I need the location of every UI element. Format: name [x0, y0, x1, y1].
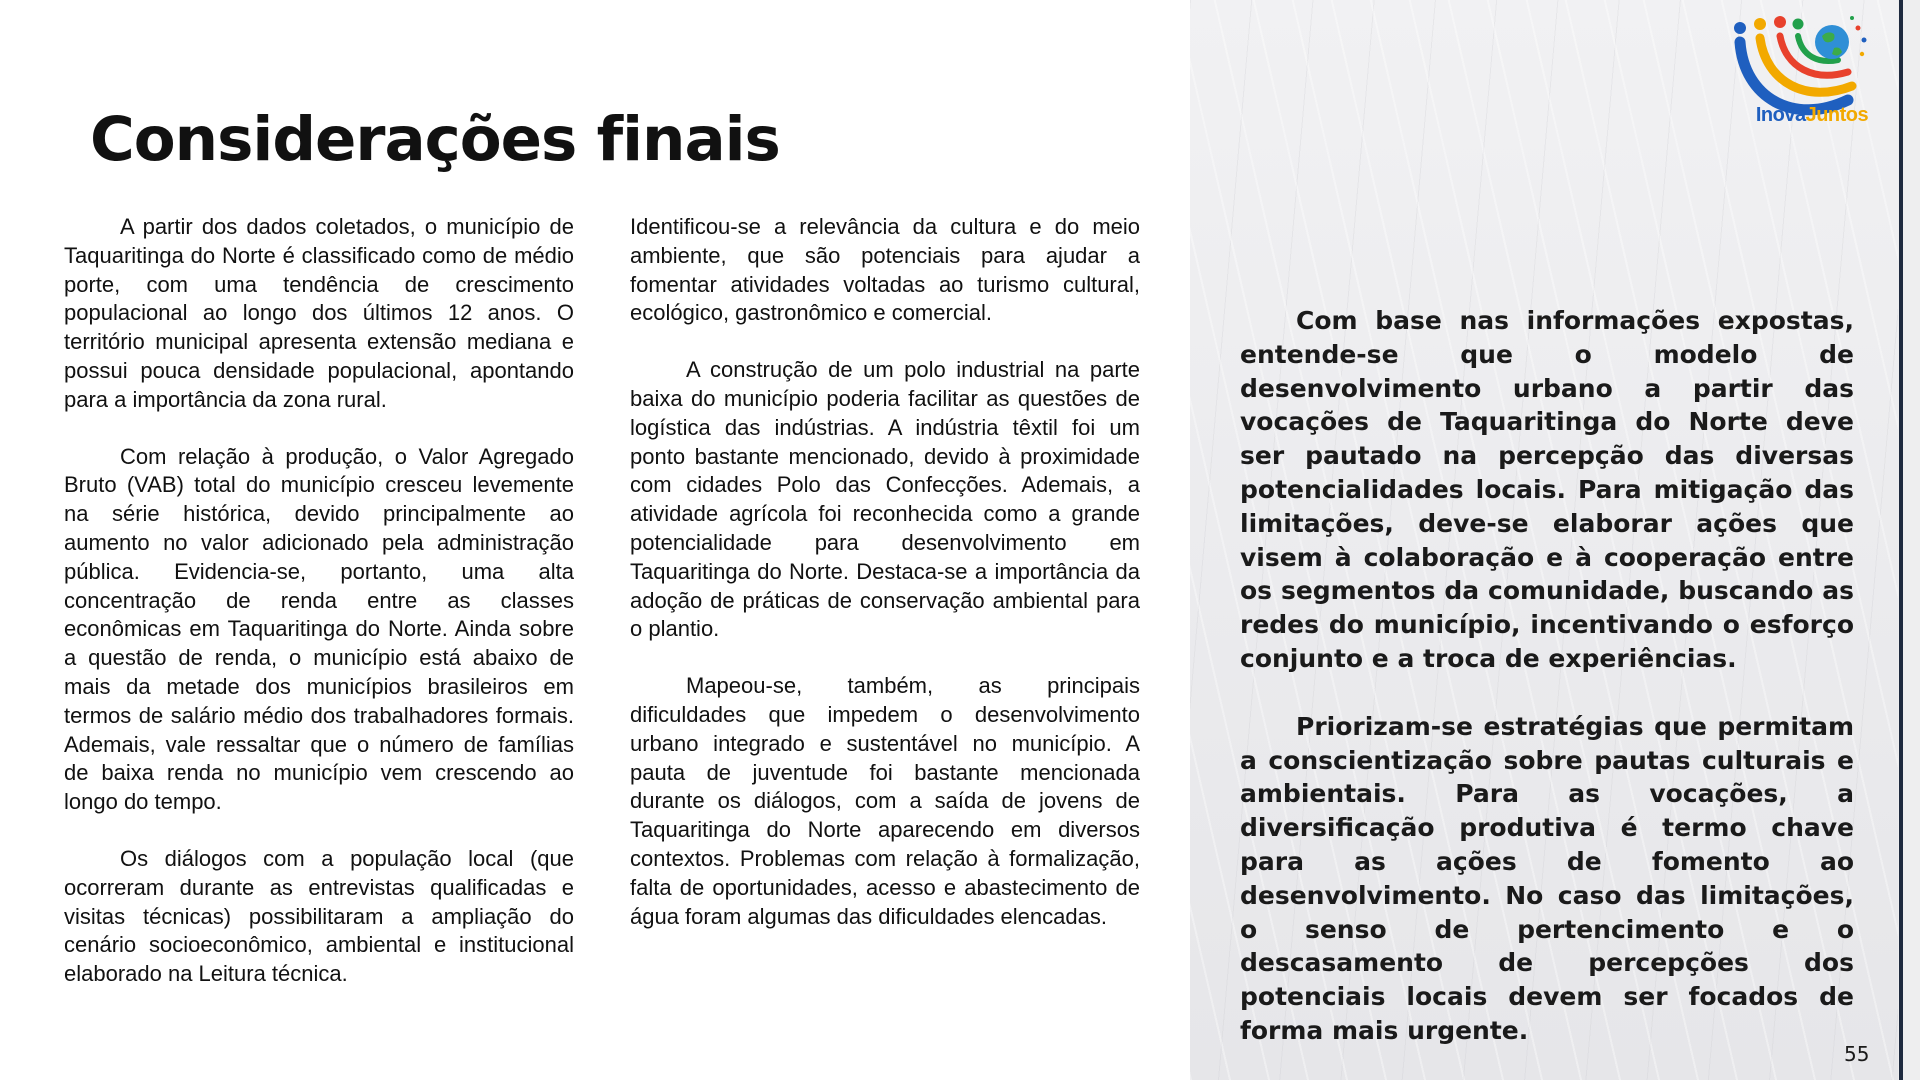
logo-wordmark — [1738, 104, 1886, 127]
page-number: 55 — [1844, 1042, 1870, 1066]
text-column-middle — [630, 213, 1140, 959]
logo-text-part1: Inova — [1755, 104, 1806, 126]
page-title: Considerações finais — [90, 104, 780, 175]
text-column-left — [64, 213, 574, 1017]
summary-text — [1240, 304, 1854, 1082]
paragraph: Com relação à produção, o Valor Agregado Bruto (VAB) total do município cresceu levemente na série histórica, devido principalmente ao aumento no valor adicionado pela administração pública. Evidencia-se, portanto, uma alta concentração de renda entre as classes econômicas em Taquaritinga do Norte. Ainda sobre a questão de renda, o município está abaixo de mais da metade dos municípios brasileiros em termos de salário médio dos trabalhadores formais. Ademais, vale ressaltar que o número de famílias de baixa renda no município vem crescendo ao longo do tempo. — [64, 443, 574, 815]
logo-text-part2: Juntos — [1805, 104, 1869, 126]
paragraph: A construção de um polo industrial na parte baixa do município poderia facilitar as questões de logística das indústrias. A indústria têxtil foi um ponto bastante mencionado, devido à proximidade com cidades Polo das Confecções. Ademais, a atividade agrícola foi reconhecida como a grande potencialidade para desenvolvimento em Taquaritinga do Norte. Destaca-se a importância da adoção de práticas de conservação ambiental para o plantio. — [630, 357, 1140, 642]
edge-divider — [1899, 0, 1903, 1080]
summary-paragraph: Priorizam-se estratégias que permitam a conscientização sobre pautas culturais e ambientais. Para as vocações, a diversificação produtiva é termo chave para as ações de fomento ao desenvolvimento. No caso das limitações, o senso de pertencimento e o descasamento de percepções dos potenciais locais devem ser focados de forma mais urgente. — [1240, 711, 1854, 1045]
paragraph: Mapeou-se, também, as principais dificuldades que impedem o desenvolvimento urbano integrado e sustentável no município. A pauta de juventude foi bastante mencionada durante os diálogos, com a saída de jovens de Taquaritinga do Norte aparecendo em diversos contextos. Problemas com relação à formalização, falta de oportunidades, acesso e abastecimento de água foram algumas das dificuldades elencadas. — [630, 673, 1140, 929]
paragraph: Identificou-se a relevância da cultura e do meio ambiente, que são potenciais para ajudar a fomentar atividades voltadas ao turismo cultural, ecológico, gastronômico e comercial. — [630, 214, 1140, 326]
paragraph: A partir dos dados coletados, o município de Taquaritinga do Norte é classificado como de médio porte, com uma tendência de crescimento populacional ao longo dos últimos 12 anos. O território municipal apresenta extensão mediana e possui pouca densidade populacional, apontando para a importância da zona rural. — [64, 214, 574, 412]
summary-paragraph: Com base nas informações expostas, entende-se que o modelo de desenvolvimento urbano a partir das vocações de Taquaritinga do Norte deve ser pautado na percepção das diversas potencialidades locais. Para mitigação das limitações, deve-se elaborar ações que visem à colaboração e à cooperação entre os segmentos da comunidade, buscando as redes do município, incentivando o esforço conjunto e a troca de experiências. — [1240, 306, 1854, 673]
paragraph: Os diálogos com a população local (que ocorreram durante as entrevistas qualificadas e visitas técnicas) possibilitaram a ampliação do cenário socioeconômico, ambiental e institucional elaborado na Leitura técnica. — [64, 845, 574, 987]
